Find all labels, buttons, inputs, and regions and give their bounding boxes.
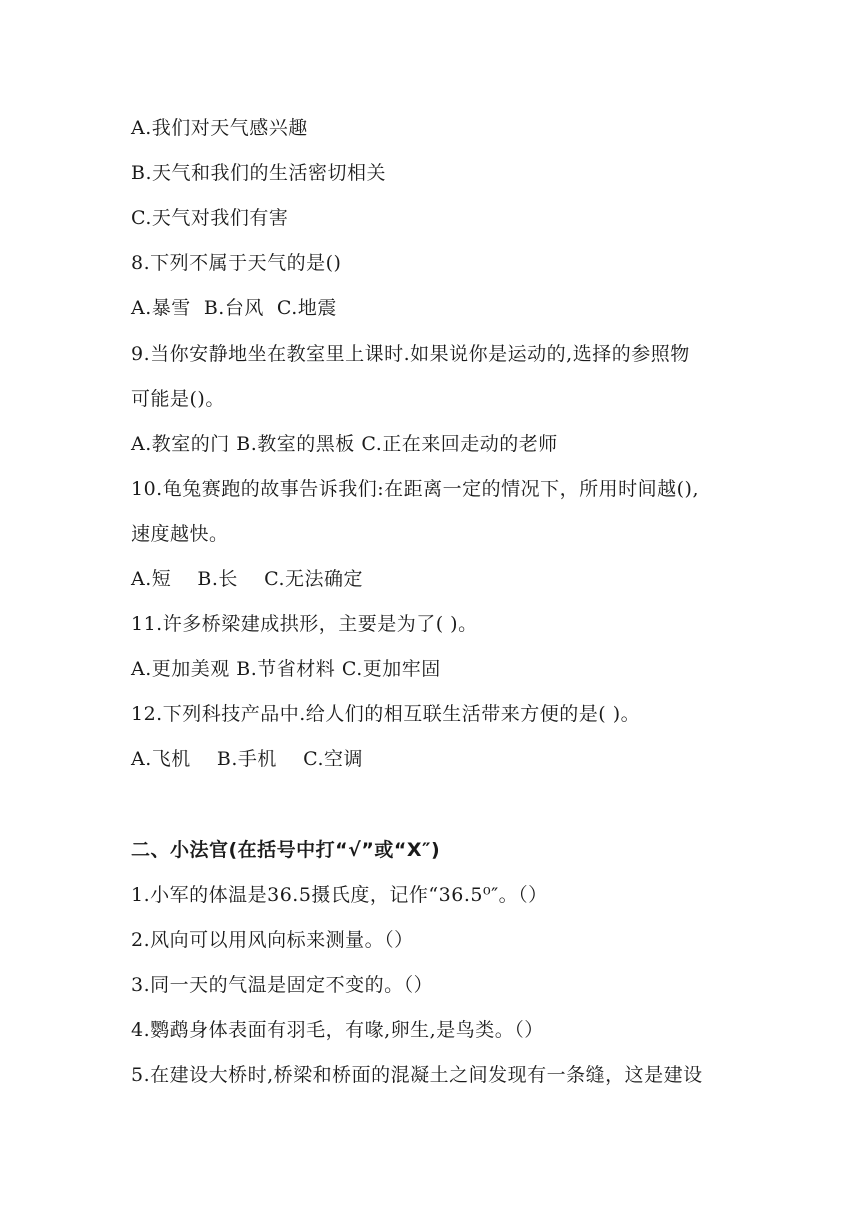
option-7a: A.我们对天气感兴趣 <box>131 117 308 139</box>
section-2-heading: 二、小法官(在括号中打“√”或“X″) <box>131 839 441 861</box>
question-10-line1: 10.龟兔赛跑的故事告诉我们:在距离一定的情况下，所用时间越(), <box>131 478 699 500</box>
option-7c: C.天气对我们有害 <box>131 207 289 229</box>
options-11: A.更加美观 B.节省材料 C.更加牢固 <box>131 658 441 680</box>
option-7b: B.天气和我们的生活密切相关 <box>131 162 387 184</box>
judge-3: 3.同一天的气温是固定不变的。（） <box>131 974 434 996</box>
question-11: 11.许多桥梁建成拱形，主要是为了( )。 <box>131 613 478 635</box>
question-9-line1: 9.当你安静地坐在教室里上课时.如果说你是运动的,选择的参照物 <box>131 343 690 365</box>
judge-5: 5.在建设大桥时,桥梁和桥面的混凝土之间发现有一条缝，这是建设 <box>131 1064 703 1086</box>
judge-4: 4.鹦鹉身体表面有羽毛，有喙,卵生,是鸟类。（） <box>131 1019 544 1041</box>
question-8: 8.下列不属于天气的是() <box>131 252 342 274</box>
options-12: A.飞机 B.手机 C.空调 <box>131 748 363 770</box>
question-10-line2: 速度越快。 <box>131 523 229 545</box>
judge-2: 2.风向可以用风向标来测量。（） <box>131 929 414 951</box>
options-8: A.暴雪 B.台风 C.地震 <box>131 297 337 319</box>
question-12: 12.下列科技产品中.给人们的相互联生活带来方便的是( )。 <box>131 703 641 725</box>
question-9-line2: 可能是()。 <box>131 388 225 410</box>
judge-1: 1.小军的体温是36.5摄氏度，记作“36.5⁰″。（） <box>131 884 548 906</box>
options-9: A.教室的门 B.教室的黑板 C.正在来回走动的老师 <box>131 433 558 455</box>
options-10: A.短 B.长 C.无法确定 <box>131 568 363 590</box>
